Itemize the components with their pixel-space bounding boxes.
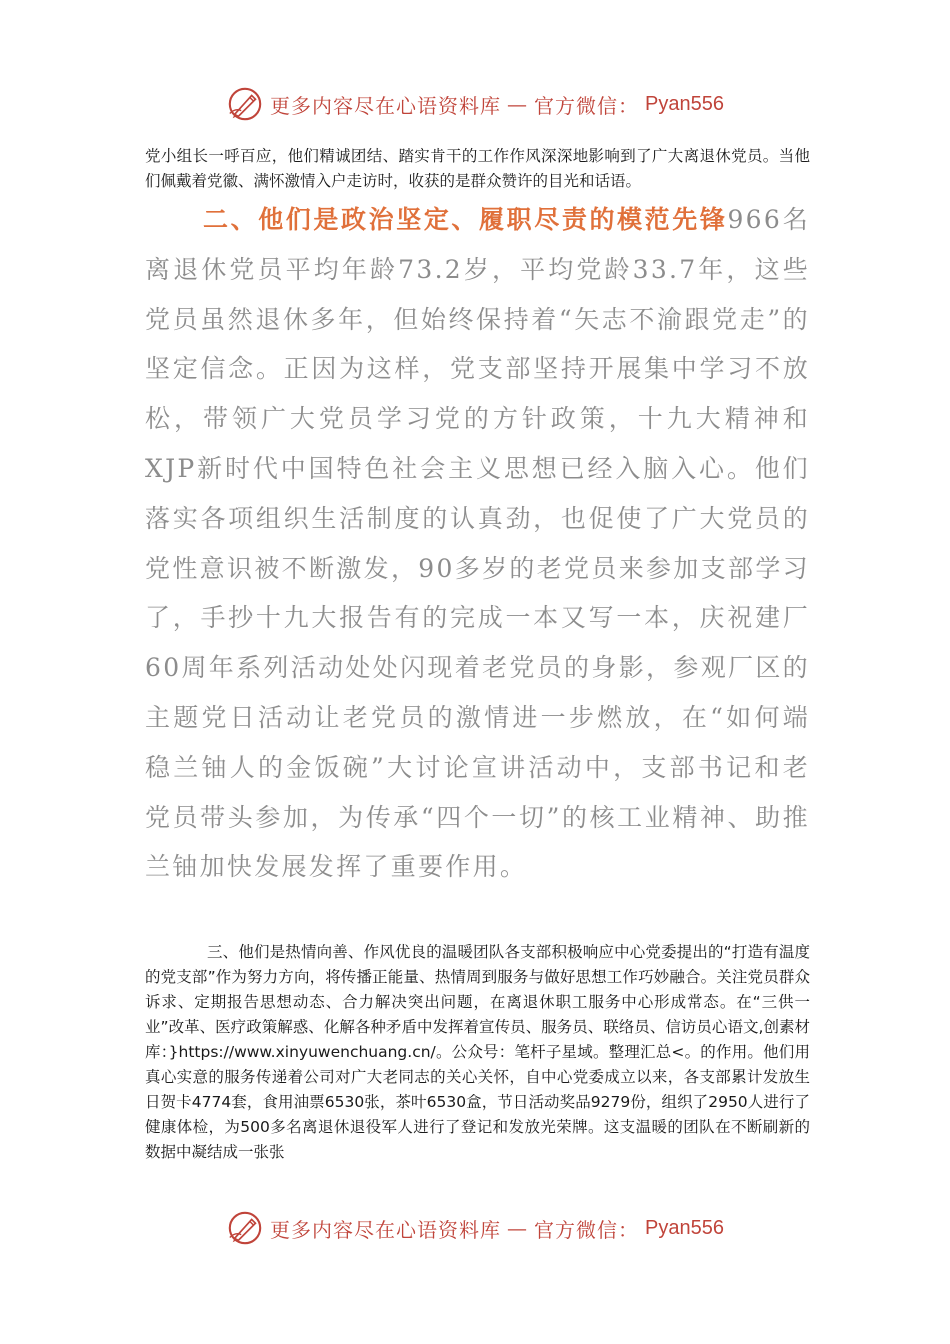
header-dash: — <box>507 92 529 116</box>
footer-site-text: 更多内容尽在心语资料库 <box>270 1217 502 1242</box>
paragraph-3: 三、他们是热情向善、作风优良的温暖团队各支部积极响应中心党委提出的“打造有温度的党支部”作为努力方向，将传播正能量、热情周到服务与做好思想工作巧妙融合。关注党员群众诉求、定期报告思想动态、合力解决突出问题，在离退休职工服务中心形成常态。在“三供一业”改革、医疗政策解惑、化解各种矛盾中发挥着宣传员、服务员、联络员、信访员心语文,创素材库：}https://www.xinyuwenchuang.cn/。公众号：笔杆子星域。整理汇总<。的作用。他们用真心实意的服务传递着公司对广大老同志的关心关怀，自中心党委成立以来，各支部累计发放生日贺卡4774套，食用油票6530张，茶叶6530盒，节日活动奖品9279份，组织了2950人进行了健康体检，为500多名离退休退役军人进行了登记和发放光荣牌。这支温暖的团队在不断刷新的数据中凝结成一张张 <box>145 943 810 1161</box>
section-2-paragraph <box>145 195 810 892</box>
section-2-heading: 二、他们是政治坚定、履职尽责的模范先锋 <box>203 205 728 234</box>
header-wechat-label: 官方微信： <box>534 93 640 118</box>
header-wechat-id: Pyan556 <box>645 92 724 115</box>
pen-nib-logo-icon <box>226 85 264 123</box>
footer-wechat-id: Pyan556 <box>645 1216 724 1239</box>
pen-nib-logo-icon <box>226 1209 264 1247</box>
header-banner <box>0 82 950 126</box>
footer-banner <box>0 1206 950 1250</box>
footer-wechat-label: 官方微信： <box>534 1217 640 1242</box>
header-site-text: 更多内容尽在心语资料库 <box>270 93 502 118</box>
paragraph-1: 党小组长一呼百应，他们精诚团结、踏实肯干的工作作风深深地影响到了广大离退休党员。当他们佩戴着党徽、满怀激情入户走访时，收获的是群众赞许的目光和话语。 <box>145 147 810 190</box>
section-2-text: 966名离退休党员平均年龄73.2岁，平均党龄33.7年，这些党员虽然退休多年，但始终保持着“矢志不渝跟党走”的坚定信念。正因为这样，党支部坚持开展集中学习不放松，带领广大党员学习党的方针政策，十九大精神和XJP新时代中国特色社会主义思想已经入脑入心。他们落实各项组织生活制度的认真劲，也促使了广大党员的党性意识被不断激发，90多岁的老党员来参加支部学习了，手抄十九大报告有的完成一本又写一本，庆祝建厂60周年系列活动处处闪现着老党员的身影，参观厂区的主题党日活动让老党员的激情进一步燃放，在“如何端稳兰铀人的金饭碗”大讨论宣讲活动中，支部书记和老党员带头参加，为传承“四个一切”的核工业精神、助推兰铀加快发展发挥了重要作用。 <box>145 205 810 882</box>
footer-dash: — <box>507 1216 529 1240</box>
